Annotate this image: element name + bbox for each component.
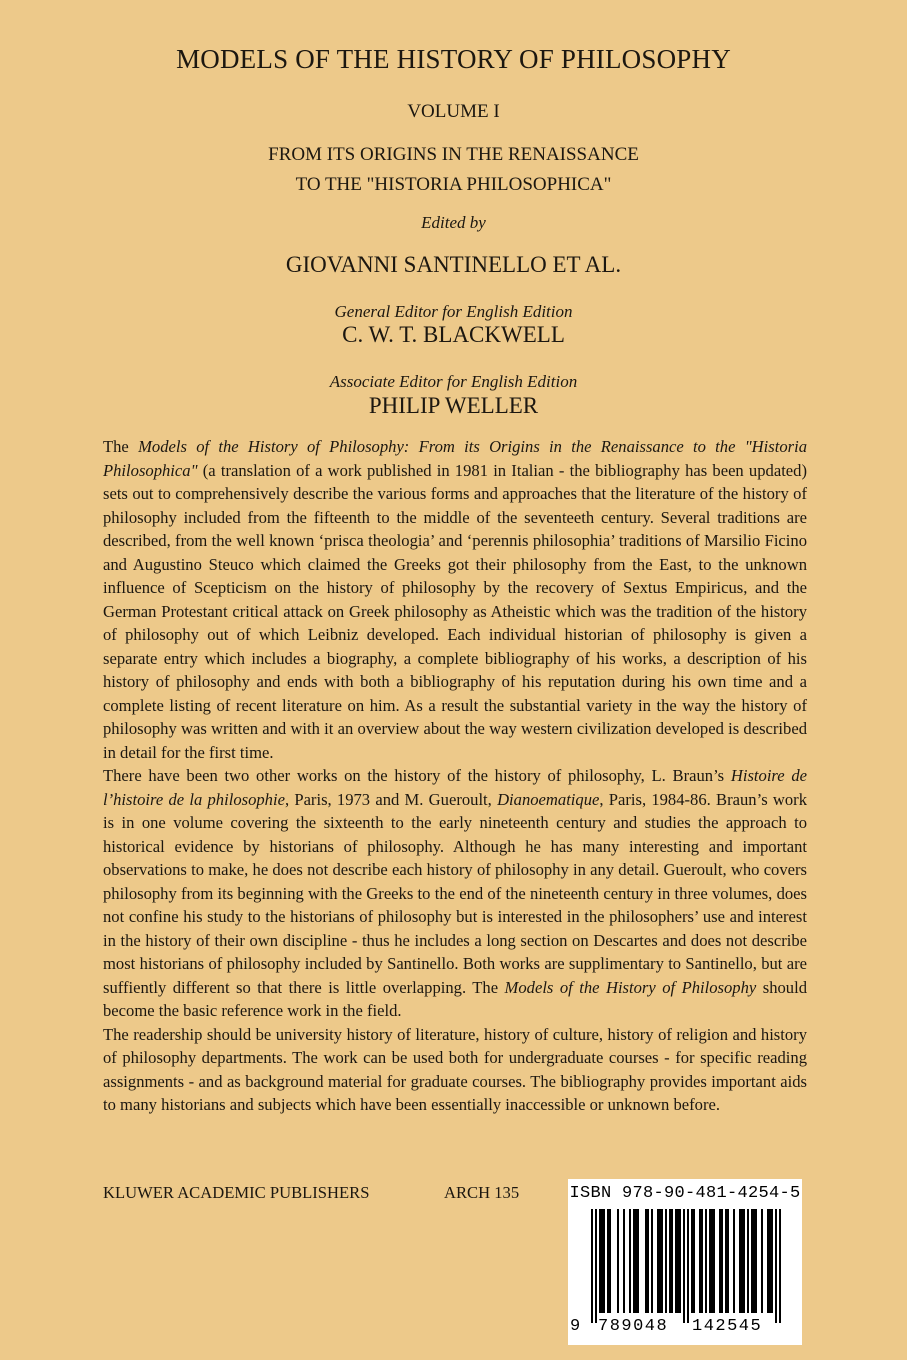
barcode-bars — [583, 1209, 787, 1325]
blurb-paragraph-3: The readership should be university history of literature, history of culture, history of religion and history of philosophy departments. The work can be used both for undergraduate courses - for specific reading assignments - and as background material for graduate courses. The bibliography provides important aids to many historians and subjects which have been essentially inaccessible or unknown before. — [103, 1024, 807, 1114]
barcode-bar — [705, 1209, 707, 1313]
barcode-bar — [769, 1209, 771, 1313]
barcode-guard-bar — [591, 1209, 593, 1323]
barcode-bar — [691, 1209, 693, 1313]
barcode-bar — [647, 1209, 649, 1313]
barcode-bar — [679, 1209, 681, 1313]
barcode-bar — [733, 1209, 735, 1313]
barcode-bar — [747, 1209, 749, 1313]
barcode-bar — [711, 1209, 713, 1313]
barcode-bar — [635, 1209, 637, 1313]
barcode-bar — [623, 1209, 625, 1313]
barcode-bar — [761, 1209, 763, 1313]
barcode-bar — [767, 1209, 769, 1313]
barcode-bar — [669, 1209, 671, 1313]
publisher-name: KLUWER ACADEMIC PUBLISHERS — [103, 1183, 370, 1202]
barcode-bar — [603, 1209, 605, 1313]
barcode-bar — [693, 1209, 695, 1313]
barcode-bar — [727, 1209, 729, 1313]
barcode-bar — [599, 1209, 601, 1313]
barcode-bar — [743, 1209, 745, 1313]
barcode-bar — [601, 1209, 603, 1313]
barcode-bar — [725, 1209, 727, 1313]
volume-label: VOLUME I — [407, 101, 500, 122]
blurb-paragraph-1: The Models of the History of Philosophy: From its Origins in the Renaissance to the "Historia Philosophica" (a translation of a work published in 1981 in Italian - the bibliography has been updated) sets out to comprehensively describe the various forms and approaches that the literature of the history of philosophy included from the fifteenth to the middle of the seventeeth century. Several traditions are described, from the well known ‘prisca theologia’ and ‘perennis philosophia’ traditions of Marsilio Ficino and Augustino Steuco which claimed the Greeks got their philosophy from the East, to the unknown influence of Scepticism on the history of philosophy by the recovery of Sextus Empiricus, and the German Protestant critical attack on Greek philosophy as Atheistic which was the tradition of the history of philosophy out of which Leibniz developed. Each individual historian of philosophy is given a separate entry which includes a biography, a complete bibliography of his works, a description of his history of philosophy and ends with both a bibliography of his reputation during his own time and a complete listing of recent literature on him. As a result the substantial variety in the way the history of philosophy was written and with it an overview about the way western civilization developed is described in detail for the first time. — [103, 437, 807, 762]
barcode-bar — [741, 1209, 743, 1313]
barcode-bar — [675, 1209, 677, 1313]
barcode-bar — [629, 1209, 631, 1313]
associate-editor-label: Associate Editor for English Edition — [329, 372, 578, 391]
ean-right-group: 142545 — [692, 1317, 763, 1336]
edited-by-label: Edited by — [421, 213, 486, 232]
book-title: MODELS OF THE HISTORY OF PHILOSOPHY — [176, 44, 731, 74]
blurb — [103, 435, 807, 1117]
barcode-bar — [719, 1209, 721, 1313]
general-editor-label: General Editor for English Edition — [334, 302, 573, 321]
barcode-bar — [713, 1209, 715, 1313]
barcode-bar — [753, 1209, 755, 1313]
general-editor-name: C. W. T. BLACKWELL — [342, 322, 565, 347]
barcode-bar — [617, 1209, 619, 1313]
barcode-bar — [661, 1209, 663, 1313]
ean-lead-digit: 9 — [570, 1317, 581, 1336]
barcode-bar — [751, 1209, 753, 1313]
barcode-bar — [607, 1209, 609, 1313]
barcode-bar — [665, 1209, 667, 1313]
isbn-label: ISBN 978-90-481-4254-5 — [569, 1184, 801, 1203]
barcode-guard-bar — [775, 1209, 777, 1323]
ean-left-group: 789048 — [598, 1317, 669, 1336]
barcode-bar — [709, 1209, 711, 1313]
barcode-bar — [637, 1209, 639, 1313]
subtitle-line-2: TO THE "HISTORIA PHILOSOPHICA" — [295, 174, 612, 195]
barcode-bar — [755, 1209, 757, 1313]
barcode-bar — [609, 1209, 611, 1313]
barcode-bar — [739, 1209, 741, 1313]
barcode-bar — [657, 1209, 659, 1313]
barcode-bar — [721, 1209, 723, 1313]
barcode-bar — [701, 1209, 703, 1313]
barcode-guard-bar — [595, 1209, 597, 1323]
barcode-bar — [659, 1209, 661, 1313]
barcode-guard-bar — [779, 1209, 781, 1323]
subtitle-line-1: FROM ITS ORIGINS IN THE RENAISSANCE — [268, 144, 639, 165]
associate-editor-name: PHILIP WELLER — [368, 393, 539, 418]
barcode-bar — [651, 1209, 653, 1313]
barcode-bar — [771, 1209, 773, 1313]
barcode-bar — [677, 1209, 679, 1313]
blurb-paragraph-2: There have been two other works on the history of the history of philosophy, L. Braun’s Histoire de l’histoire de la philosophie, Paris, 1973 and M. Gueroult, Dianoematique, Paris, 1984-86. Braun’s work is in one volume covering the sixteenth to the early nineteenth century and studies the approach to historical evidence by historians of philosophy. Although he has many interesting and important observations to make, he does not describe each history of philosophy in any detail. Gueroult, who covers philosophy from its beginning with the Greeks to the end of the nineteenth century in three volumes, does not confine his study to the historians of philosophy but is interested in the philosophers’ use and interest in the history of their own discipline - thus he includes a long section on Descartes and does not describe most historians of philosophy included by Santinello. Both works are supplimentary to Santinello, but are suffiently different so that there is little overlapping. The Models of the History of Philosophy should become the basic reference work in the field. — [103, 766, 808, 1020]
barcode-bar — [699, 1209, 701, 1313]
editor-name: GIOVANNI SANTINELLO ET AL. — [285, 252, 622, 277]
isbn-barcode — [568, 1179, 802, 1345]
barcode-guard-bar — [687, 1209, 689, 1323]
barcode-guard-bar — [683, 1209, 685, 1323]
barcode-bar — [633, 1209, 635, 1313]
barcode-bar — [645, 1209, 647, 1313]
barcode-bar — [671, 1209, 673, 1313]
series-code: ARCH 135 — [444, 1183, 520, 1202]
